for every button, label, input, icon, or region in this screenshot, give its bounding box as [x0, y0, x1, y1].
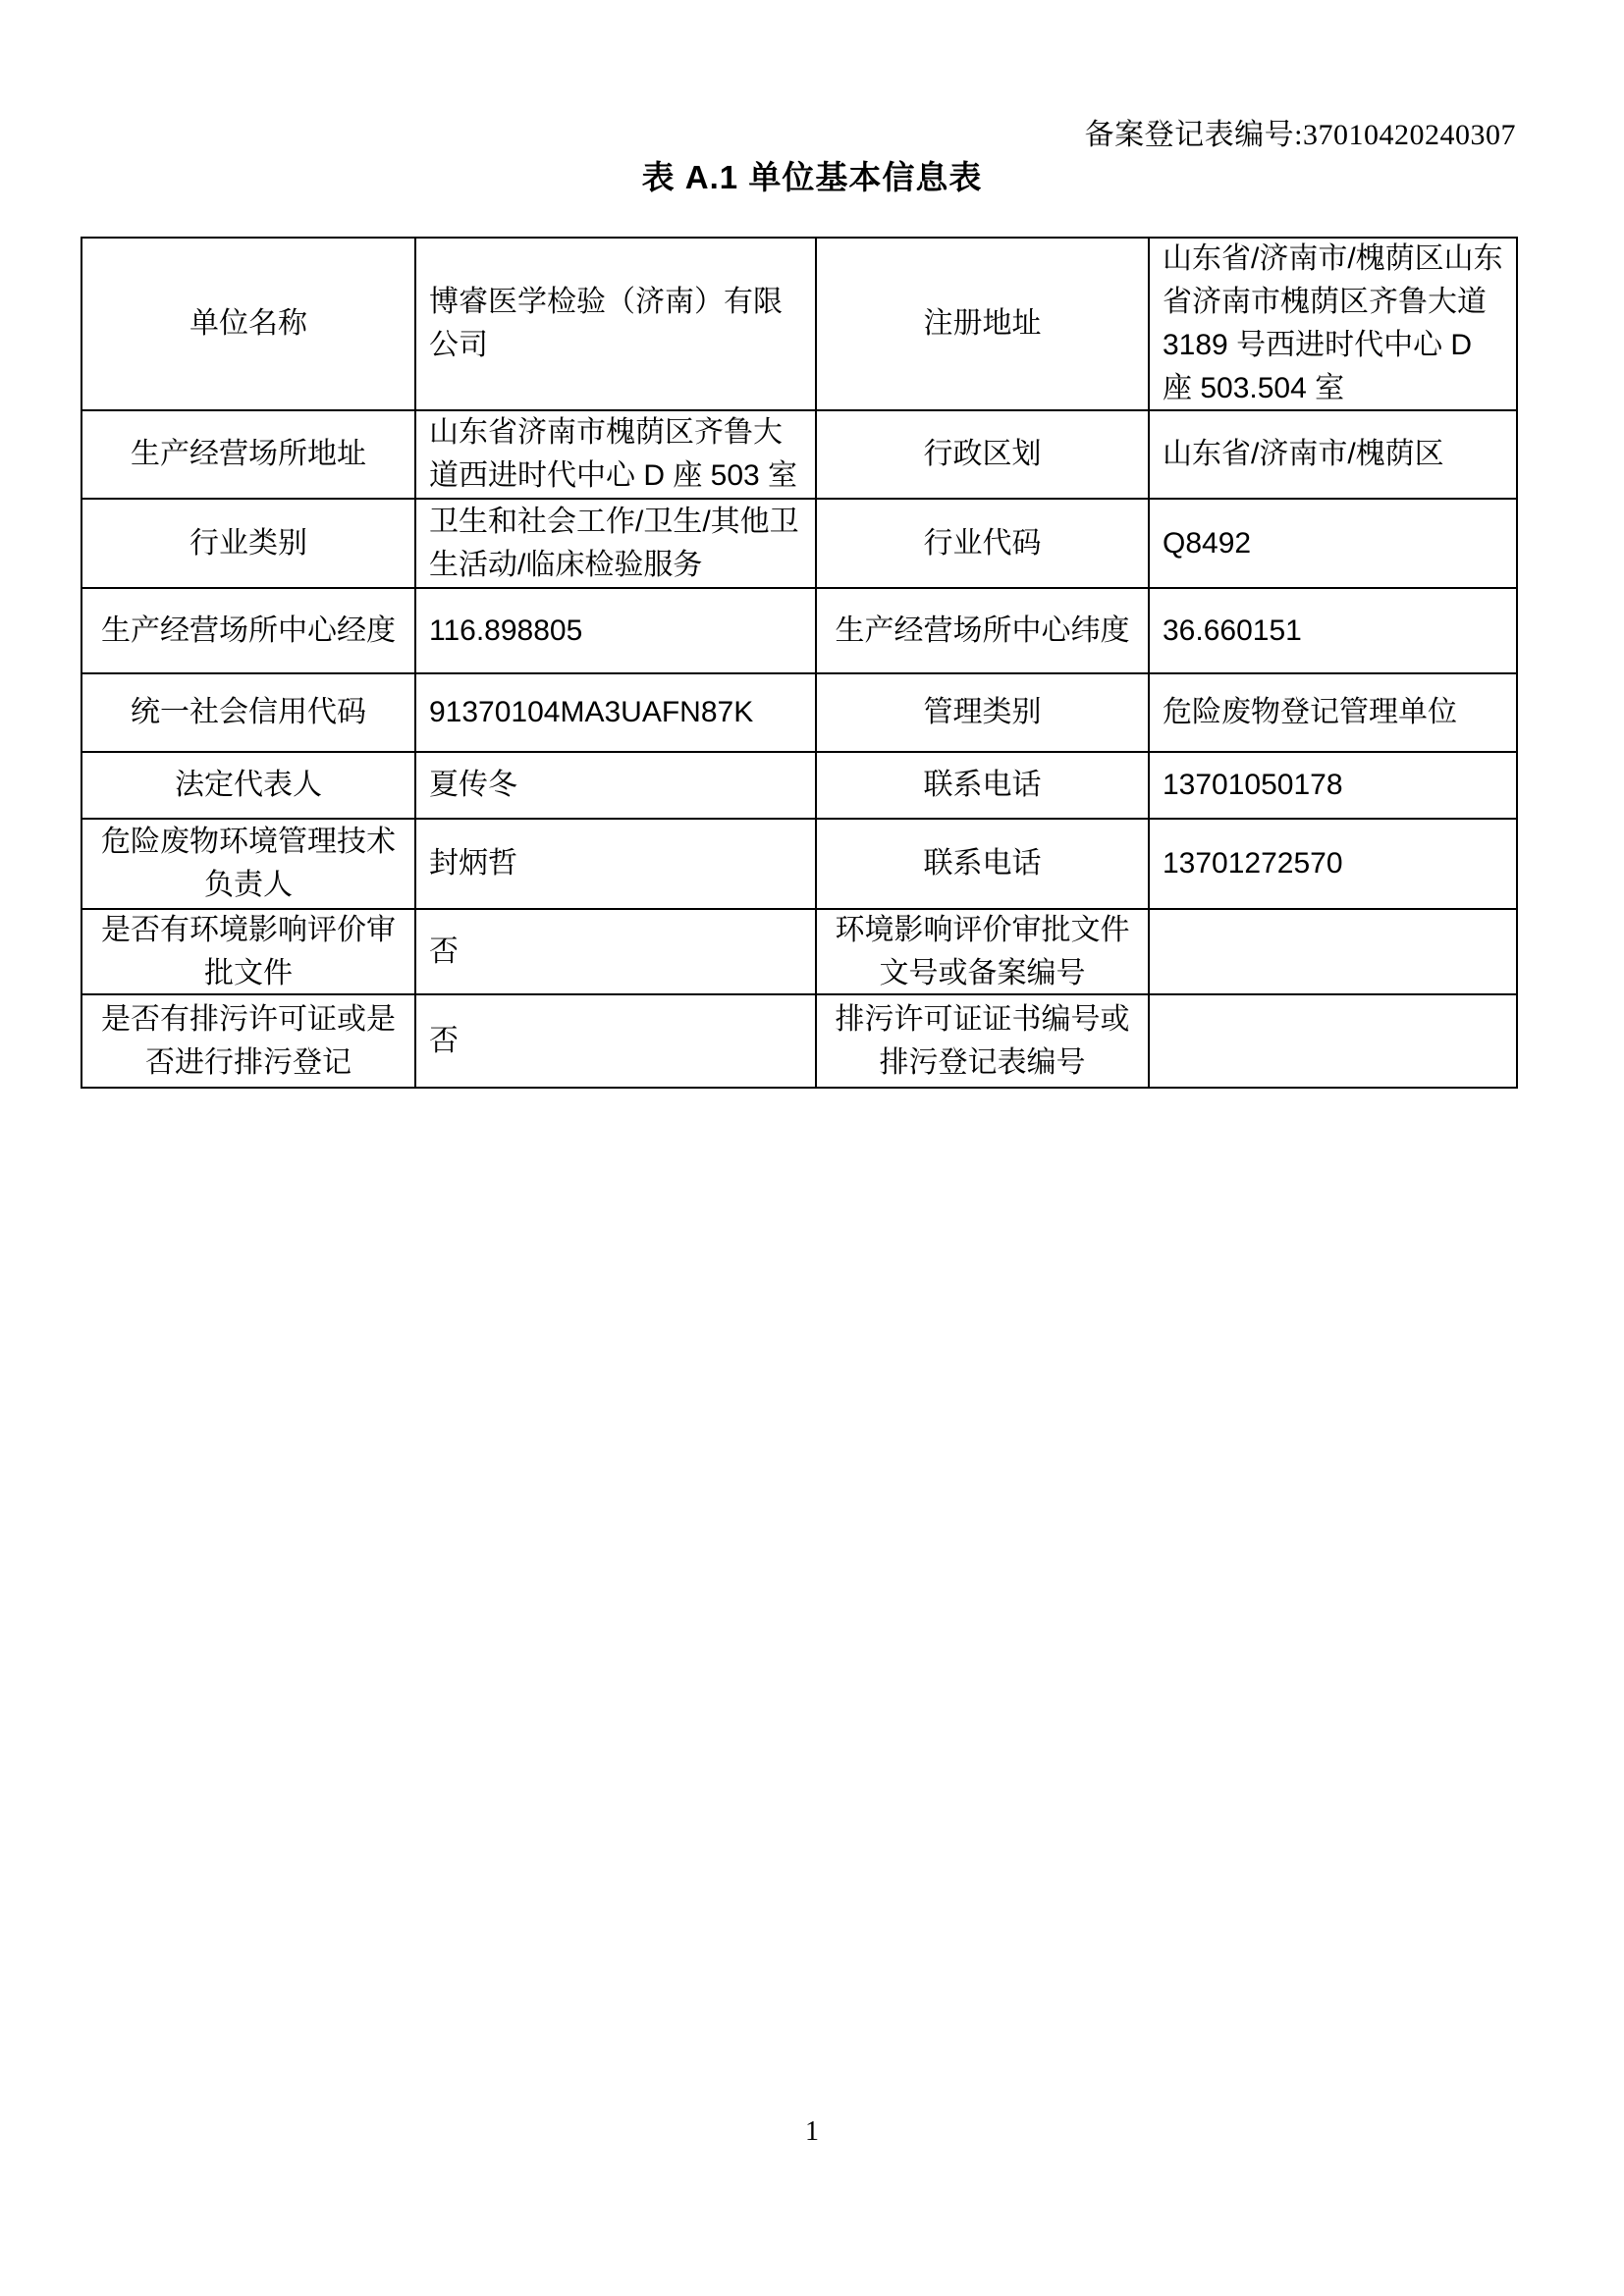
field-value-credit-code: 91370104MA3UAFN87K	[416, 674, 817, 753]
field-value-contact-phone-2: 13701272570	[1150, 820, 1516, 910]
field-value-contact-phone-1: 13701050178	[1150, 753, 1516, 820]
field-value-registered-address: 山东省/济南市/槐荫区山东省济南市槐荫区齐鲁大道 3189 号西进时代中心 D 座 503.504 室	[1150, 239, 1516, 411]
field-label-has-discharge-permit: 是否有排污许可证或是否进行排污登记	[82, 995, 416, 1087]
field-value-management-category: 危险废物登记管理单位	[1150, 674, 1516, 753]
page-number: 1	[805, 2116, 819, 2147]
field-label-credit-code: 统一社会信用代码	[82, 674, 416, 753]
field-label-has-eia-approval: 是否有环境影响评价审批文件	[82, 910, 416, 995]
field-value-center-longitude: 116.898805	[416, 589, 817, 674]
field-value-legal-representative: 夏传冬	[416, 753, 817, 820]
field-label-unit-name: 单位名称	[82, 239, 416, 411]
field-label-industry-category: 行业类别	[82, 500, 416, 589]
field-label-industry-code: 行业代码	[817, 500, 1150, 589]
field-value-eia-approval-number	[1150, 910, 1516, 995]
field-value-admin-division: 山东省/济南市/槐荫区	[1150, 411, 1516, 500]
field-value-discharge-permit-number	[1150, 995, 1516, 1087]
field-value-hazwaste-manager: 封炳哲	[416, 820, 817, 910]
field-label-discharge-permit-number: 排污许可证证书编号或排污登记表编号	[817, 995, 1150, 1087]
field-value-has-eia-approval: 否	[416, 910, 817, 995]
field-label-contact-phone-1: 联系电话	[817, 753, 1150, 820]
field-value-center-latitude: 36.660151	[1150, 589, 1516, 674]
field-value-has-discharge-permit: 否	[416, 995, 817, 1087]
field-label-operation-address: 生产经营场所地址	[82, 411, 416, 500]
field-label-hazwaste-manager: 危险废物环境管理技术负责人	[82, 820, 416, 910]
field-label-eia-approval-number: 环境影响评价审批文件文号或备案编号	[817, 910, 1150, 995]
page-title: 表 A.1 单位基本信息表	[641, 159, 983, 195]
filing-number: 备案登记表编号:37010420240307	[1084, 119, 1516, 151]
field-label-registered-address: 注册地址	[817, 239, 1150, 411]
field-label-center-latitude: 生产经营场所中心纬度	[817, 589, 1150, 674]
field-value-operation-address: 山东省济南市槐荫区齐鲁大道西进时代中心 D 座 503 室	[416, 411, 817, 500]
field-label-contact-phone-2: 联系电话	[817, 820, 1150, 910]
field-value-industry-category: 卫生和社会工作/卫生/其他卫生活动/临床检验服务	[416, 500, 817, 589]
field-value-unit-name: 博睿医学检验（济南）有限公司	[416, 239, 817, 411]
field-label-legal-representative: 法定代表人	[82, 753, 416, 820]
unit-basic-info-table	[81, 237, 1518, 1089]
field-label-center-longitude: 生产经营场所中心经度	[82, 589, 416, 674]
field-value-industry-code: Q8492	[1150, 500, 1516, 589]
field-label-admin-division: 行政区划	[817, 411, 1150, 500]
field-label-management-category: 管理类别	[817, 674, 1150, 753]
